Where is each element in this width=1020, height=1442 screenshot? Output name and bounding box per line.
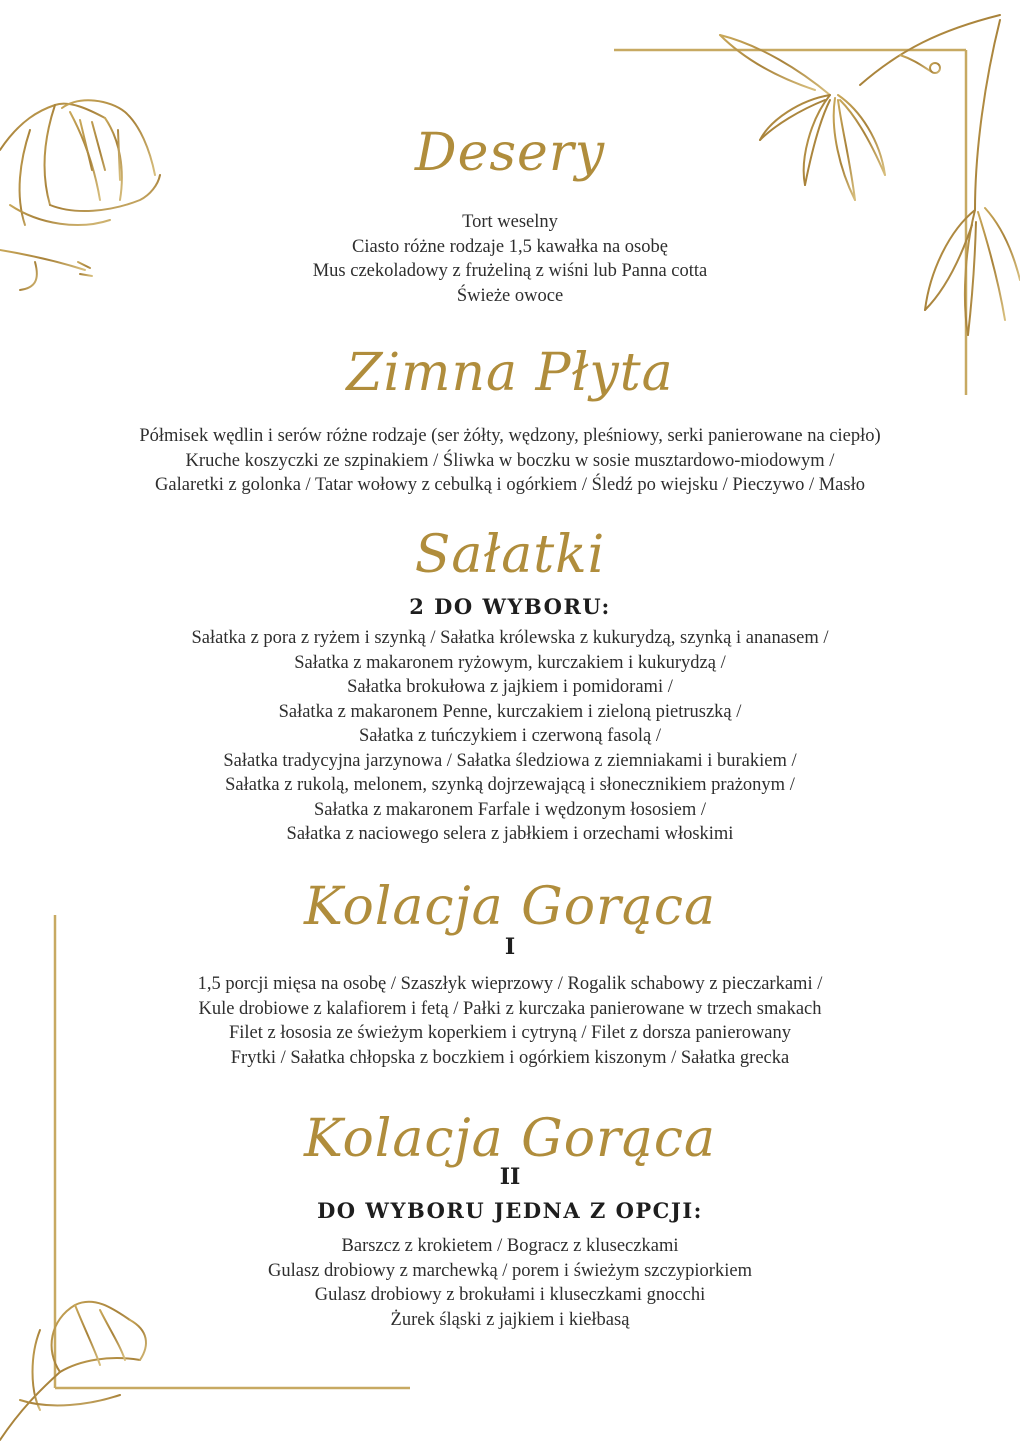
menu-item: Mus czekoladowy z frużeliną z wiśni lub Panna cotta [312, 261, 708, 281]
menu-item: Filet z łososia ze świeżym koperkiem i cytryną / Filet z dorsza panierowany [228, 1023, 792, 1043]
section-desery [0, 118, 1020, 308]
zimna-title: Zimna Płyta [346, 343, 674, 403]
menu-item: Sałatka z makaronem Farfale i wędzonym łososiem / [314, 799, 706, 820]
menu-item: Sałatka z makaronem Penne, kurczakiem i zieloną pietruszką / [278, 701, 742, 722]
menu-item: Sałatka z tuńczykiem i czerwoną fasolą / [358, 726, 662, 746]
menu-item: Barszcz z krokietem / Bogracz z kluseczkami [341, 1236, 679, 1256]
menu-item: Frytki / Sałatka chłopska z boczkiem i ogórkiem kiszonym / Sałatka grecka [230, 1047, 790, 1068]
section-zimna-plyta [0, 338, 1020, 498]
menu-item: Tort weselny [462, 212, 558, 232]
salatki-title: Sałatki [414, 525, 606, 585]
menu-item: Półmisek wędlin i serów różne rodzaje (ser żółty, wędzony, pleśniowy, serki panierowane na ciepło) [139, 426, 881, 446]
menu-item: Galaretki z golonka / Tatar wołowy z cebulką i ogórkiem / Śledź po wiejsku / Pieczywo / Masło [155, 475, 865, 495]
kolacja2-subtitle: DO WYBORU JEDNA Z OPCJI: [317, 1198, 703, 1223]
menu-item: 1,5 porcji mięsa na osobę / Szaszłyk wieprzowy / Rogalik schabowy z pieczarkami / [197, 974, 823, 994]
desery-title: Desery [414, 123, 606, 183]
section-kolacja-1 [0, 872, 1020, 1070]
menu-item: Kruche koszyczki ze szpinakiem / Śliwka w boczku w sosie musztardowo-miodowym / [185, 450, 835, 471]
menu-item: Sałatka z naciowego selera z jabłkiem i orzechami włoskimi [286, 824, 734, 844]
menu-item: Ciasto różne rodzaje 1,5 kawałka na osobę [352, 236, 668, 257]
menu-item: Gulasz drobiowy z brokułami i kluseczkami gnocchi [314, 1285, 706, 1305]
kolacja1-number: I [504, 934, 516, 960]
menu-item: Sałatka z pora z ryżem i szynką / Sałatka królewska z kukurydzą, szynką i ananasem / [191, 628, 829, 648]
kolacja2-title: Kolacja Gorąca [304, 1109, 716, 1169]
section-salatki [0, 520, 1020, 847]
menu-item: Sałatka brokułowa z jajkiem i pomidorami / [347, 677, 673, 697]
menu-item: Sałatka tradycyjna jarzynowa / Sałatka śledziowa z ziemniakami i burakiem / [223, 750, 797, 771]
menu-item: Kule drobiowe z kalafiorem i fetą / Pałki z kurczaka panierowane w trzech smakach [198, 998, 822, 1019]
salatki-subtitle: 2 DO WYBORU: [409, 594, 611, 619]
menu-item: Świeże owoce [456, 285, 564, 306]
kolacja1-title: Kolacja Gorąca [304, 877, 716, 937]
menu-item: Sałatka z makaronem ryżowym, kurczakiem i kukurydzą / [294, 652, 726, 673]
section-kolacja-2 [0, 1104, 1020, 1332]
menu-item: Gulasz drobiowy z marchewką / porem i świeżym szczypiorkiem [268, 1260, 752, 1281]
kolacja2-number: II [499, 1164, 521, 1190]
menu-item: Żurek śląski z jajkiem i kiełbasą [390, 1309, 630, 1330]
menu-item: Sałatka z rukolą, melonem, szynką dojrzewającą i słonecznikiem prażonym / [225, 775, 795, 795]
